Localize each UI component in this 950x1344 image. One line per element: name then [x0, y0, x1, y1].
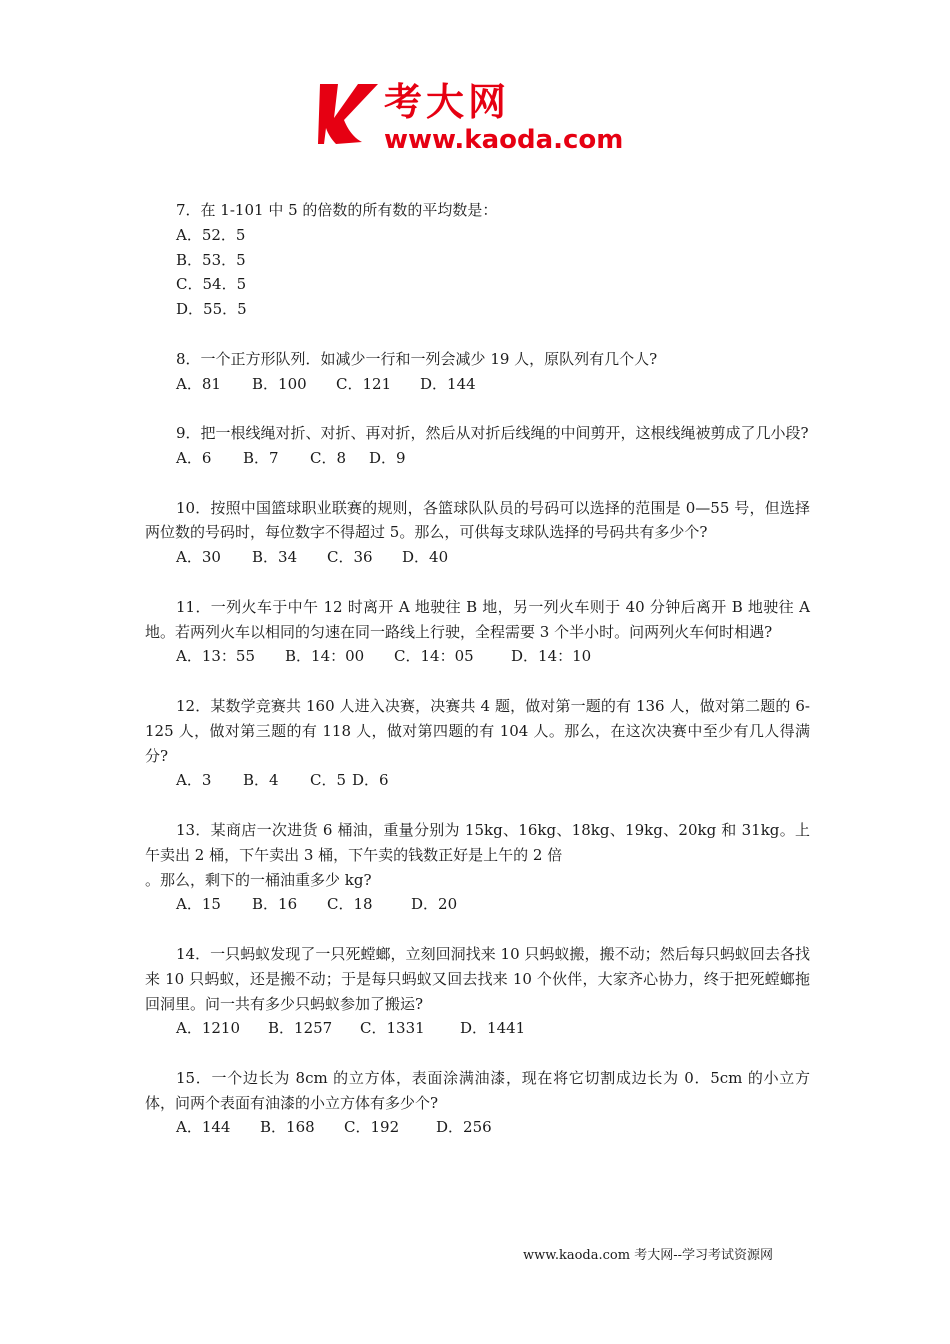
- question-15: [145, 1066, 810, 1140]
- options-row: [145, 892, 810, 917]
- question-text: 9．把一根线绳对折、对折、再对折，然后从对折后线绳的中间剪开，这根线绳被剪成了几小段?: [176, 424, 809, 443]
- question-text-continued: 。那么，剩下的一桶油重多少 kg?: [145, 870, 372, 889]
- question-9: [145, 421, 810, 471]
- option: B．1257: [268, 1019, 333, 1038]
- options-row: [145, 644, 810, 669]
- options-row: [145, 1016, 810, 1041]
- option: B．34: [252, 548, 298, 567]
- question-11: [145, 595, 810, 669]
- option: A．52．5: [176, 225, 246, 244]
- option: C．36: [327, 548, 373, 567]
- option: C．5: [310, 771, 347, 790]
- option: D．256: [436, 1118, 492, 1137]
- options-row: [145, 768, 810, 793]
- option: A．6: [176, 448, 212, 467]
- option: B．4: [243, 771, 279, 790]
- option: D．55．5: [176, 300, 247, 319]
- option: D．40: [402, 548, 449, 567]
- question-text: 8．一个正方形队列．如减少一行和一列会减少 19 人，原队列有几个人?: [176, 349, 658, 368]
- option: A．1210: [176, 1019, 241, 1038]
- option: C．121: [336, 374, 392, 393]
- option: A．30: [176, 548, 221, 567]
- option: D．144: [420, 374, 476, 393]
- question-14: [145, 942, 810, 1041]
- option: B．100: [252, 374, 307, 393]
- option: D．20: [411, 895, 458, 914]
- kaoda-logo: [318, 80, 640, 158]
- option: A．15: [176, 895, 221, 914]
- option: B．53．5: [176, 250, 246, 269]
- options-row: [145, 372, 810, 397]
- option: B．168: [260, 1118, 315, 1137]
- option: D．14：10: [511, 647, 592, 666]
- page-footer: www.kaoda.com 考大网--学习考试资源网: [523, 1248, 773, 1263]
- question-text: 13．某商店一次进货 6 桶油，重量分别为 15kg、16kg、18kg、19kg、20kg 和 31kg。上午卖出 2 桶，下午卖出 3 桶，下午卖的钱数正好是上午的 2 倍: [145, 820, 810, 864]
- logo-cn-text: 考大网: [384, 80, 511, 124]
- question-list: [145, 198, 810, 1165]
- option: D．6: [352, 771, 389, 790]
- option: A．81: [176, 374, 221, 393]
- option: D．9: [369, 448, 406, 467]
- options-row: [145, 446, 810, 471]
- question-7: [145, 198, 810, 322]
- option: A．13：55: [176, 647, 256, 666]
- question-12: [145, 694, 810, 793]
- option: B．16: [252, 895, 298, 914]
- question-text: 7．在 1-101 中 5 的倍数的所有数的平均数是：: [176, 201, 498, 219]
- option: A．144: [176, 1118, 231, 1137]
- option: C．1331: [360, 1019, 425, 1038]
- option: C．14：05: [394, 647, 474, 666]
- options-row: [145, 1115, 810, 1140]
- option: B．14：00: [285, 647, 365, 666]
- option: C．18: [327, 895, 373, 914]
- question-13: [145, 818, 810, 917]
- question-text: 11．一列火车于中午 12 时离开 A 地驶往 B 地，另一列火车则于 40 分钟后离开 B 地驶往 A 地。若两列火车以相同的匀速在同一路线上行驶，全程需要 3 个半小时。问两列火车何时相遇?: [145, 597, 810, 641]
- logo-url-text: www.kaoda.com: [384, 125, 624, 155]
- option: C．8: [310, 448, 347, 467]
- option: C．54．5: [176, 275, 247, 294]
- k-logo-icon: [318, 80, 380, 146]
- question-text: 10．按照中国篮球职业联赛的规则，各篮球队队员的号码可以选择的范围是 0—55 号，但选择两位数的号码时，每位数字不得超过 5。那么，可供每支球队选择的号码共有多少个?: [145, 498, 810, 542]
- option: D．1441: [460, 1019, 526, 1038]
- question-text: 14．一只蚂蚁发现了一只死螳螂，立刻回洞找来 10 只蚂蚁搬，搬不动；然后每只蚂蚁回去各找来 10 只蚂蚁，还是搬不动；于是每只蚂蚁又回去找来 10 个伙伴，大家齐心协力，终于把死螳螂拖回洞里。问一共有多少只蚂蚁参加了搬运?: [145, 944, 810, 1013]
- question-text: 12．某数学竞赛共 160 人进入决赛，决赛共 4 题，做对第一题的有 136 人，做对第二题的 6-125 人，做对第三题的有 118 人，做对第四题的有 104 人。那么，在这次决赛中至少有几人得满分?: [145, 696, 810, 765]
- question-text: 15．一个边长为 8cm 的立方体，表面涂满油漆，现在将它切割成边长为 0．5cm 的小立方体，问两个表面有油漆的小立方体有多少个?: [145, 1068, 810, 1112]
- options-row: [145, 545, 810, 570]
- option: A．3: [176, 771, 212, 790]
- question-8: [145, 347, 810, 397]
- option: C．192: [344, 1118, 400, 1137]
- option: B．7: [243, 448, 279, 467]
- question-10: [145, 496, 810, 570]
